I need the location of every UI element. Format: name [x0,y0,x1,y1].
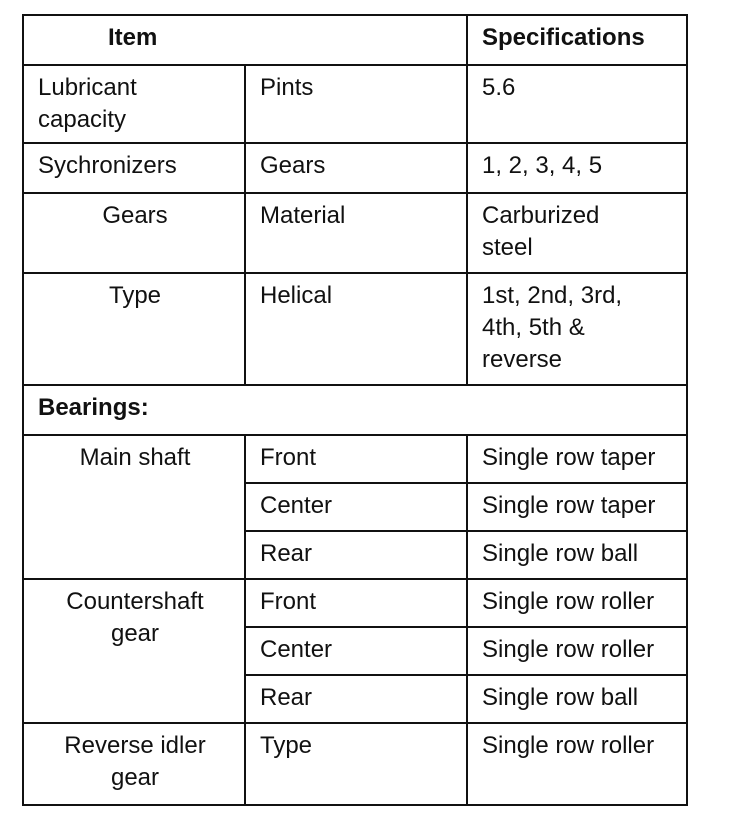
table-row [244,578,468,628]
reverse-idler-label-line2: gear [110,764,160,791]
specifications-table [22,14,688,806]
type-unit: Helical [260,282,333,309]
main-shaft-center-spec: Single row taper [482,492,656,519]
header-item-cell [22,14,468,66]
table-row [244,626,468,676]
countershaft-label-line1: Countershaft [66,588,204,615]
main-shaft-front-spec: Single row taper [482,444,656,471]
gears-spec-line2: steel [482,234,533,261]
table-row [466,722,688,806]
reverse-idler-spec: Single row roller [482,732,655,759]
table-row [244,722,468,806]
main-shaft-label: Main shaft [79,444,191,471]
table-row [466,674,688,724]
table-row [244,674,468,724]
lubricant-spec-cell [466,64,688,144]
lubricant-label-line1: Lubricant [38,74,137,101]
gears-spec-line1: Carburized [482,202,600,229]
type-unit-cell [244,272,468,386]
synchronizers-spec: 1, 2, 3, 4, 5 [482,152,603,179]
table-row [466,626,688,676]
main-shaft-center-position: Center [260,492,333,519]
gears-spec-cell [466,192,688,274]
table-row [466,482,688,532]
lubricant-unit-cell [244,64,468,144]
bearings-heading-cell [22,384,688,436]
countershaft-label-cell [22,578,246,724]
type-item-cell [22,272,246,386]
gears-item-cell [22,192,246,274]
gears-label: Gears [102,202,168,229]
reverse-idler-label-line1: Reverse idler [64,732,206,759]
type-spec-line2: 4th, 5th & [482,314,585,341]
synchronizers-item-cell [22,142,246,194]
countershaft-label-line2: gear [110,620,160,647]
synchronizers-label: Sychronizers [38,152,177,179]
main-shaft-front-position: Front [260,444,317,471]
reverse-idler-label-cell [22,722,246,806]
lubricant-item-cell [22,64,246,144]
gears-unit-cell [244,192,468,274]
countershaft-center-spec: Single row roller [482,636,655,663]
main-shaft-rear-position: Rear [260,540,313,567]
countershaft-front-position: Front [260,588,317,615]
reverse-idler-position: Type [260,732,313,759]
synchronizers-unit: Gears [260,152,326,179]
type-label: Type [108,282,162,309]
lubricant-label-line2: capacity [38,106,127,133]
table-row [244,482,468,532]
synchronizers-unit-cell [244,142,468,194]
bearings-heading: Bearings: [38,394,149,421]
countershaft-front-spec: Single row roller [482,588,655,615]
header-specifications-label: Specifications [482,24,645,51]
gears-unit: Material [260,202,346,229]
table-row [466,578,688,628]
header-item-label: Item [108,24,158,51]
table-row [466,434,688,484]
type-spec-line3: reverse [482,346,563,373]
synchronizers-spec-cell [466,142,688,194]
type-spec-line1: 1st, 2nd, 3rd, [482,282,623,309]
main-shaft-rear-spec: Single row ball [482,540,639,567]
countershaft-rear-position: Rear [260,684,313,711]
table-row [244,434,468,484]
header-specifications-cell [466,14,688,66]
table-row [466,530,688,580]
lubricant-unit: Pints [260,74,314,101]
countershaft-center-position: Center [260,636,333,663]
table-row [244,530,468,580]
countershaft-rear-spec: Single row ball [482,684,639,711]
lubricant-spec: 5.6 [482,74,516,101]
main-shaft-label-cell [22,434,246,580]
type-spec-cell [466,272,688,386]
